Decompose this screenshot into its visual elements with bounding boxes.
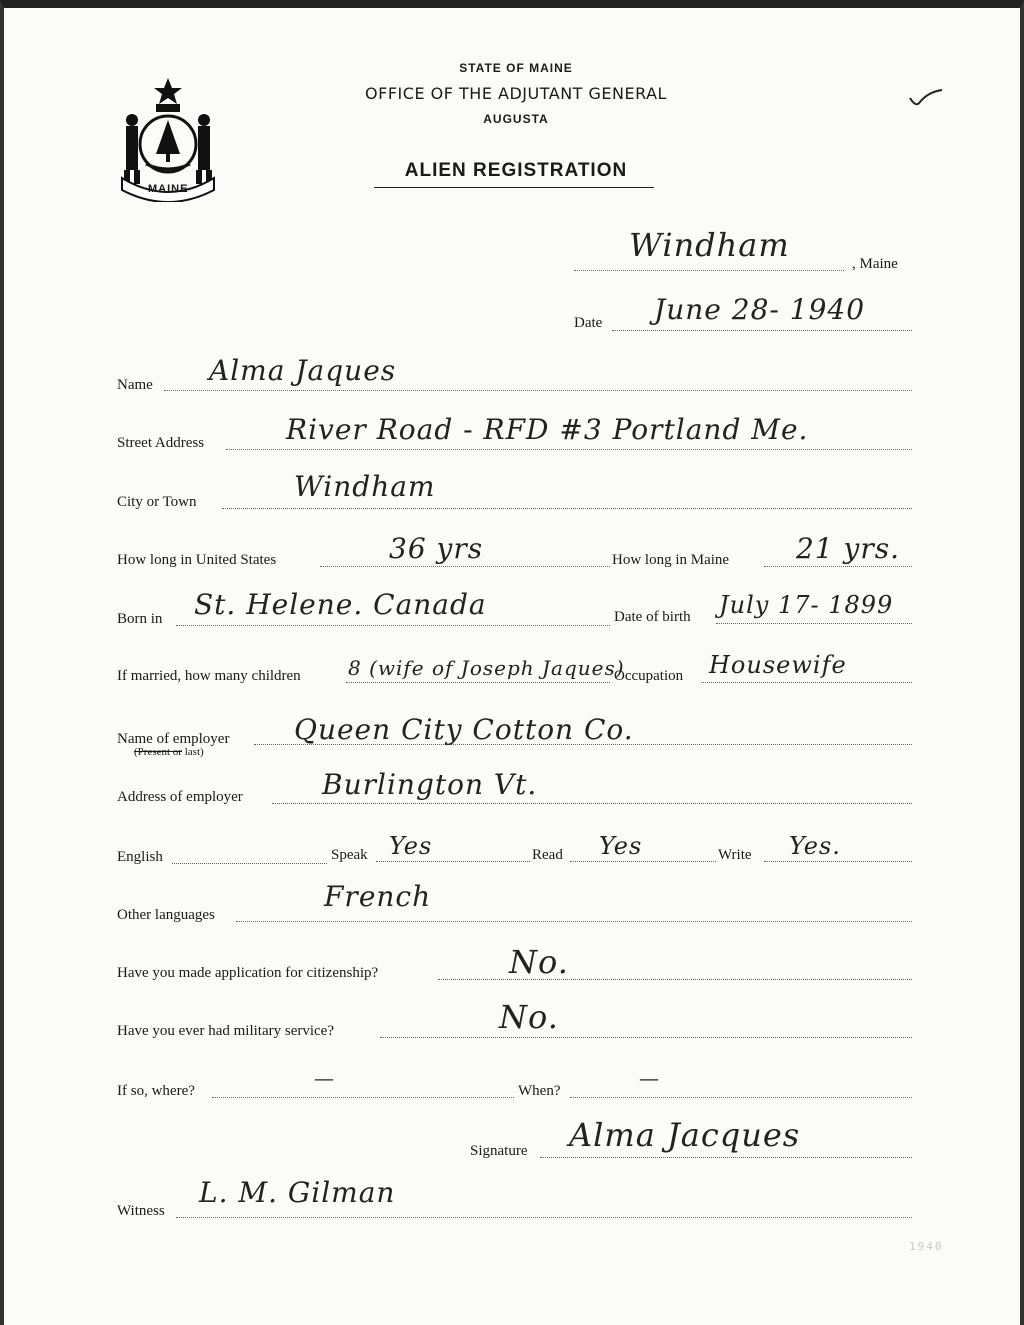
write-label: Write: [718, 847, 752, 863]
seal-banner-text: MAINE: [148, 183, 189, 195]
born-in-label: Born in: [117, 611, 163, 627]
header-office: OFFICE OF THE ADJUTANT GENERAL: [365, 84, 667, 103]
where-line: [212, 1097, 514, 1098]
how-long-us-line: [320, 566, 610, 567]
street-label: Street Address: [117, 435, 205, 451]
children-label: If married, how many children: [117, 668, 301, 684]
witness-value: L. M. Gilman: [199, 1176, 396, 1209]
when-line: [570, 1097, 912, 1098]
when-label: When?: [518, 1083, 561, 1099]
signature-line: [540, 1157, 912, 1158]
other-languages-label: Other languages: [117, 907, 215, 923]
write-line: [764, 861, 912, 862]
employer-sublabel-rest: last): [181, 746, 204, 758]
occupation-value: Housewife: [709, 651, 847, 679]
employer-sublabel-struck: (Present or: [134, 746, 182, 758]
born-in-value: St. Helene. Canada: [194, 588, 487, 621]
where-label: If so, where?: [117, 1083, 195, 1099]
how-long-maine-label: How long in Maine: [612, 552, 730, 568]
children-line: [346, 682, 610, 683]
faint-date-stamp: 1940: [909, 1240, 944, 1253]
date-of-birth-value: July 17- 1899: [719, 591, 894, 619]
name-value: Alma Jaques: [209, 354, 397, 387]
citizenship-value: No.: [509, 943, 569, 981]
employer-label: Name of employer: [117, 731, 230, 747]
when-value: —: [639, 1066, 660, 1090]
born-in-line: [176, 625, 610, 626]
street-line: [226, 449, 912, 450]
signature-value: Alma Jacques: [569, 1116, 801, 1154]
location-value: Windham: [629, 226, 790, 264]
write-value: Yes.: [789, 832, 841, 860]
speak-label: Speak: [331, 847, 368, 863]
how-long-maine-line: [764, 566, 912, 567]
employer-address-line: [272, 803, 912, 804]
children-value: 8 (wife of Joseph Jaques): [348, 656, 625, 680]
read-label: Read: [532, 847, 563, 863]
english-label: English: [117, 849, 163, 865]
location-line: [574, 270, 844, 271]
other-languages-line: [236, 921, 912, 922]
speak-value: Yes: [389, 832, 433, 860]
header-state: STATE OF MAINE: [459, 61, 573, 75]
date-of-birth-line: [716, 623, 912, 624]
employer-value: Queen City Cotton Co.: [294, 713, 634, 746]
name-line: [164, 390, 912, 391]
how-long-maine-value: 21 yrs.: [796, 532, 901, 565]
where-value: —: [314, 1066, 335, 1090]
check-mark-icon: [908, 86, 944, 108]
military-value: No.: [499, 998, 559, 1036]
witness-line: [176, 1217, 912, 1218]
city-value: Windham: [294, 470, 436, 503]
how-long-us-label: How long in United States: [117, 552, 277, 568]
title-underline: [374, 187, 654, 188]
page-title: ALIEN REGISTRATION: [404, 160, 628, 181]
city-line: [222, 508, 912, 509]
name-label: Name: [117, 377, 153, 393]
speak-line: [376, 861, 530, 862]
employer-address-label: Address of employer: [117, 789, 243, 805]
employer-sublabel: [134, 746, 204, 758]
header-city: AUGUSTA: [483, 112, 549, 126]
employer-address-value: Burlington Vt.: [322, 768, 538, 801]
witness-label: Witness: [117, 1203, 165, 1219]
street-value: River Road - RFD #3 Portland Me.: [286, 413, 809, 446]
military-label: Have you ever had military service?: [117, 1023, 334, 1039]
date-of-birth-label: Date of birth: [614, 609, 691, 625]
other-languages-value: French: [324, 880, 432, 913]
city-label: City or Town: [117, 494, 197, 510]
citizenship-label: Have you made application for citizenship?: [117, 965, 379, 981]
date-value: June 28- 1940: [654, 293, 866, 326]
location-label: , Maine: [852, 256, 898, 272]
occupation-line: [701, 682, 912, 683]
date-line: [612, 330, 912, 331]
military-line: [380, 1037, 912, 1038]
how-long-us-value: 36 yrs: [389, 532, 484, 565]
occupation-label: Occupation: [614, 668, 684, 684]
date-label: Date: [574, 315, 603, 331]
signature-label: Signature: [470, 1143, 528, 1159]
read-line: [570, 861, 716, 862]
english-line: [172, 863, 327, 864]
read-value: Yes: [599, 832, 643, 860]
